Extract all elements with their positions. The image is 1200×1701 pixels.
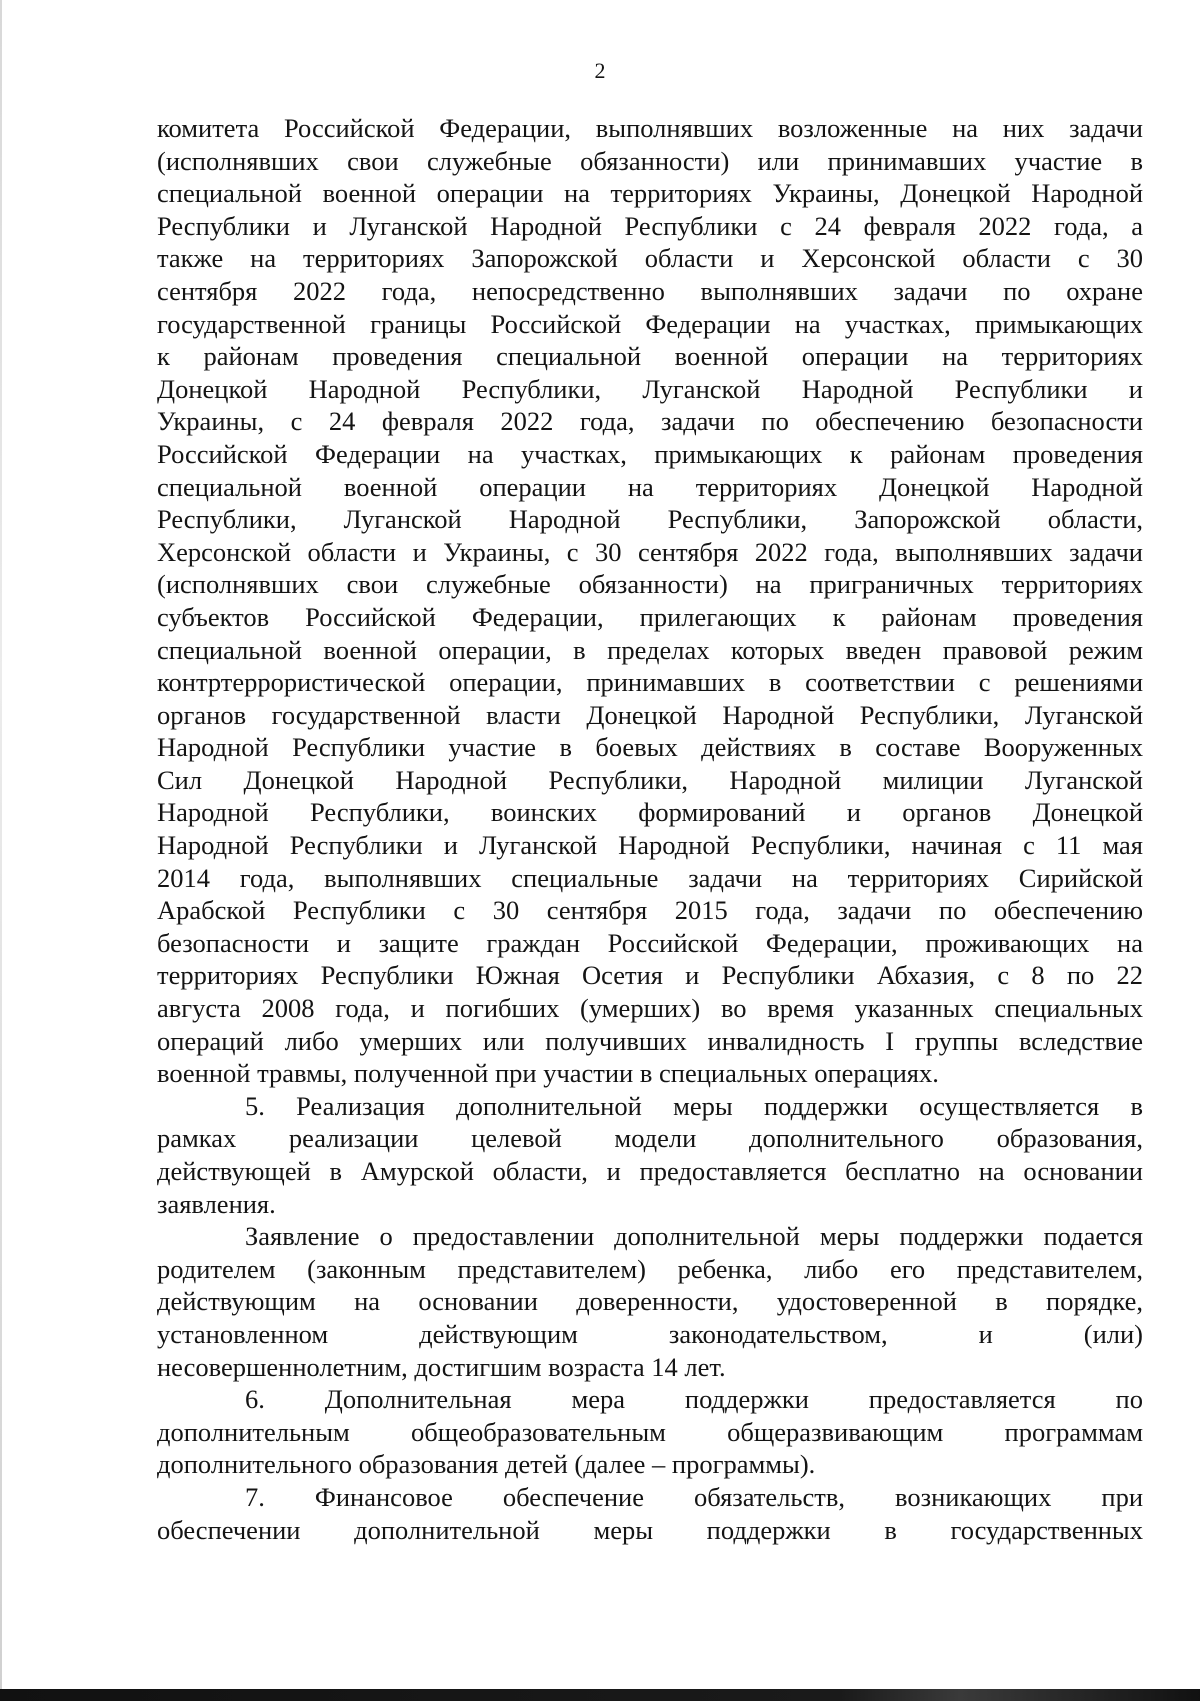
text-line: заявления. <box>157 1188 276 1219</box>
text-line: действующей в Амурской области, и предоставляется бесплатно на основании <box>157 1156 1143 1186</box>
text-line: специальной военной операции, в пределах которых введен правовой режим <box>157 634 1143 665</box>
text-line: Народной Республики и Луганской Народной Республики, начиная с 11 мая <box>157 830 1143 861</box>
text-line: Российской Федерации на участках, примыкающих к районам проведения <box>157 438 1143 469</box>
page-number: 2 <box>594 58 606 83</box>
text-line: дополнительного образования детей (далее – программы). <box>157 1449 816 1480</box>
text-line: контртеррористической операции, принимавших в соответствии с решениями <box>157 667 1143 698</box>
text-line: государственной границы Российской Федерации на участках, примыкающих <box>157 308 1143 339</box>
text-line: 6. Дополнительная мера поддержки предоставляется по <box>245 1384 1143 1415</box>
text-line: августа 2008 года, и погибших (умерших) во время указанных специальных <box>157 993 1143 1024</box>
text-line: рамках реализации целевой модели дополнительного образования, <box>157 1123 1143 1154</box>
text-line: Сил Донецкой Народной Республики, Народной милиции Луганской <box>157 764 1143 795</box>
text-line: установленном действующим законодательством, и (или) <box>157 1318 1143 1349</box>
text-line: безопасности и защите граждан Российской Федерации, проживающих на <box>157 927 1143 958</box>
scan-left-edge <box>0 0 2 1701</box>
text-line: комитета Российской Федерации, выполнявших возложенные на них задачи <box>157 113 1143 143</box>
document-body <box>157 112 1143 1546</box>
scan-bottom-edge <box>0 1689 1200 1701</box>
text-line: Херсонской области и Украины, с 30 сентября 2022 года, выполнявших задачи <box>157 536 1143 567</box>
text-line: специальной военной операции на территориях Украины, Донецкой Народной <box>157 178 1143 209</box>
text-line: обеспечении дополнительной меры поддержки в государственных <box>157 1514 1143 1545</box>
text-line: 7. Финансовое обеспечение обязательств, возникающих при <box>245 1481 1143 1512</box>
text-line: Украины, с 24 февраля 2022 года, задачи по обеспечению безопасности <box>157 406 1143 437</box>
text-line: военной травмы, полученной при участии в специальных операциях. <box>157 1058 939 1089</box>
text-line: действующим на основании доверенности, удостоверенной в порядке, <box>157 1286 1143 1317</box>
text-line: Республики и Луганской Народной Республики с 24 февраля 2022 года, а <box>157 210 1143 241</box>
text-line: (исполнявших свои служебные обязанности) или принимавших участие в <box>157 145 1143 176</box>
text-line: (исполнявших свои служебные обязанности) на приграничных территориях <box>157 569 1143 600</box>
text-line: субъектов Российской Федерации, прилегающих к районам проведения <box>157 601 1143 632</box>
text-line: несовершеннолетним, достигшим возраста 14 лет. <box>157 1351 726 1382</box>
text-line: дополнительным общеобразовательным общеразвивающим программам <box>157 1416 1143 1447</box>
text-line: Народной Республики, воинских формирований и органов Донецкой <box>157 797 1143 828</box>
text-line: Заявление о предоставлении дополнительной меры поддержки подается <box>245 1221 1143 1252</box>
text-line: 2014 года, выполнявших специальные задачи на территориях Сирийской <box>157 862 1143 893</box>
text-line: сентября 2022 года, непосредственно выполнявших задачи по охране <box>157 275 1143 306</box>
text-line: 5. Реализация дополнительной меры поддержки осуществляется в <box>245 1090 1143 1121</box>
text-line: Республики, Луганской Народной Республики, Запорожской области, <box>157 504 1143 535</box>
text-line: операций либо умерших или получивших инвалидность I группы вследствие <box>157 1025 1143 1056</box>
text-line: специальной военной операции на территориях Донецкой Народной <box>157 471 1143 502</box>
text-line: Народной Республики участие в боевых действиях в составе Вооруженных <box>157 732 1143 763</box>
text-line: также на территориях Запорожской области и Херсонской области с 30 <box>157 243 1143 274</box>
text-line: органов государственной власти Донецкой Народной Республики, Луганской <box>157 699 1143 730</box>
text-line: территориях Республики Южная Осетия и Республики Абхазия, с 8 по 22 <box>157 960 1143 991</box>
text-line: родителем (законным представителем) ребенка, либо его представителем, <box>157 1253 1143 1284</box>
text-line: Арабской Республики с 30 сентября 2015 года, задачи по обеспечению <box>157 895 1143 926</box>
text-line: Донецкой Народной Республики, Луганской Народной Республики и <box>157 373 1143 404</box>
text-line: к районам проведения специальной военной операции на территориях <box>157 341 1143 372</box>
